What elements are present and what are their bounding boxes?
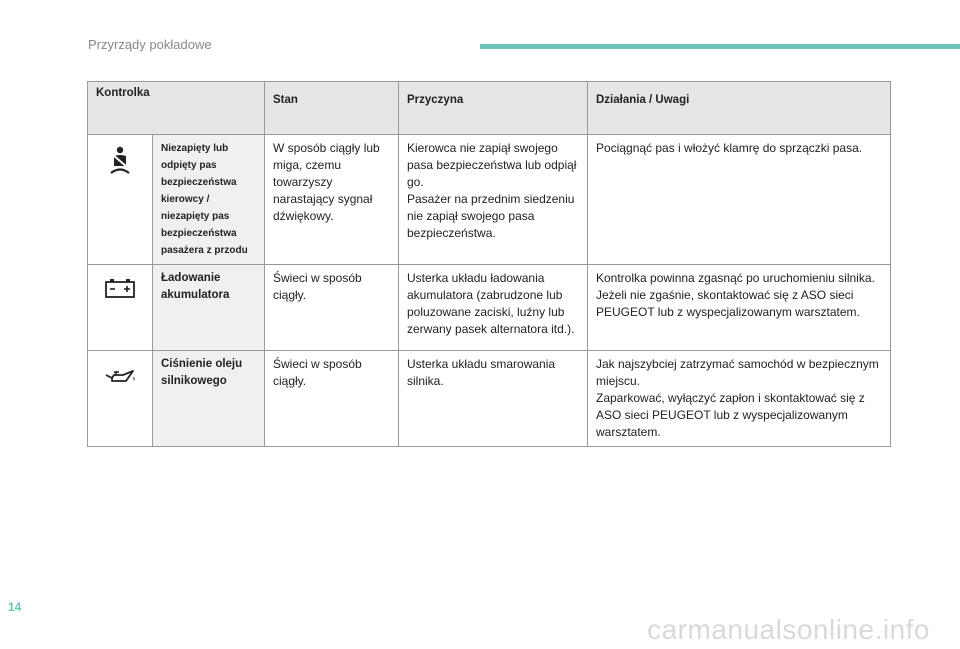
table-row [88, 135, 891, 265]
section-title: Przyrządy pokładowe [88, 37, 212, 52]
light-name-oil-pressure: Ciśnienie oleju silnikowego [153, 351, 265, 447]
table-row [88, 265, 891, 351]
state-cell: Świeci w sposób ciągły. [265, 351, 399, 447]
action-cell: Kontrolka powinna zgasnąć po uruchomieniu silnika. Jeżeli nie zgaśnie, skontaktować się z ASO sieci PEUGEOT lub z wyspecjalizowanym warsztatem. [588, 265, 891, 351]
table-header-row [88, 82, 891, 135]
column-header-dzialania: Działania / Uwagi [588, 82, 891, 135]
state-cell: Świeci w sposób ciągły. [265, 265, 399, 351]
column-header-kontrolka: Kontrolka [88, 82, 265, 135]
column-header-stan: Stan [265, 82, 399, 135]
light-name-battery: Ładowanie akumulatora [153, 265, 265, 351]
light-name-seatbelt: Niezapięty lub odpięty pas bezpieczeństwa kierowcy / niezapięty pas bezpieczeństwa pasażera z przodu [153, 135, 265, 265]
seatbelt-icon [88, 135, 153, 265]
cause-cell: Usterka układu ładowania akumulatora (zabrudzone lub poluzowane zaciski, luźny lub zerwany pasek alternatora itd.). [399, 265, 588, 351]
header-accent-bar [480, 44, 960, 49]
cause-cell: Kierowca nie zapiął swojego pasa bezpieczeństwa lub odpiął go. Pasażer na przednim siedzeniu nie zapiął swojego pasa bezpieczeństwa. [399, 135, 588, 265]
state-cell: W sposób ciągły lub miga, czemu towarzyszy narastający sygnał dźwiękowy. [265, 135, 399, 265]
watermark: carmanualsonline.info [647, 614, 930, 645]
table-row [88, 351, 891, 447]
battery-icon [88, 265, 153, 351]
page-number: 14 [8, 600, 22, 614]
action-cell: Jak najszybciej zatrzymać samochód w bezpiecznym miejscu. Zaparkować, wyłączyć zapłon i skontaktować się z ASO sieci PEUGEOT lub z wyspecjalizowanym warsztatem. [588, 351, 891, 447]
warning-lights-table [87, 81, 891, 447]
column-header-przyczyna: Przyczyna [399, 82, 588, 135]
action-cell: Pociągnąć pas i włożyć klamrę do sprzączki pasa. [588, 135, 891, 265]
oil-can-icon [88, 351, 153, 447]
cause-cell: Usterka układu smarowania silnika. [399, 351, 588, 447]
